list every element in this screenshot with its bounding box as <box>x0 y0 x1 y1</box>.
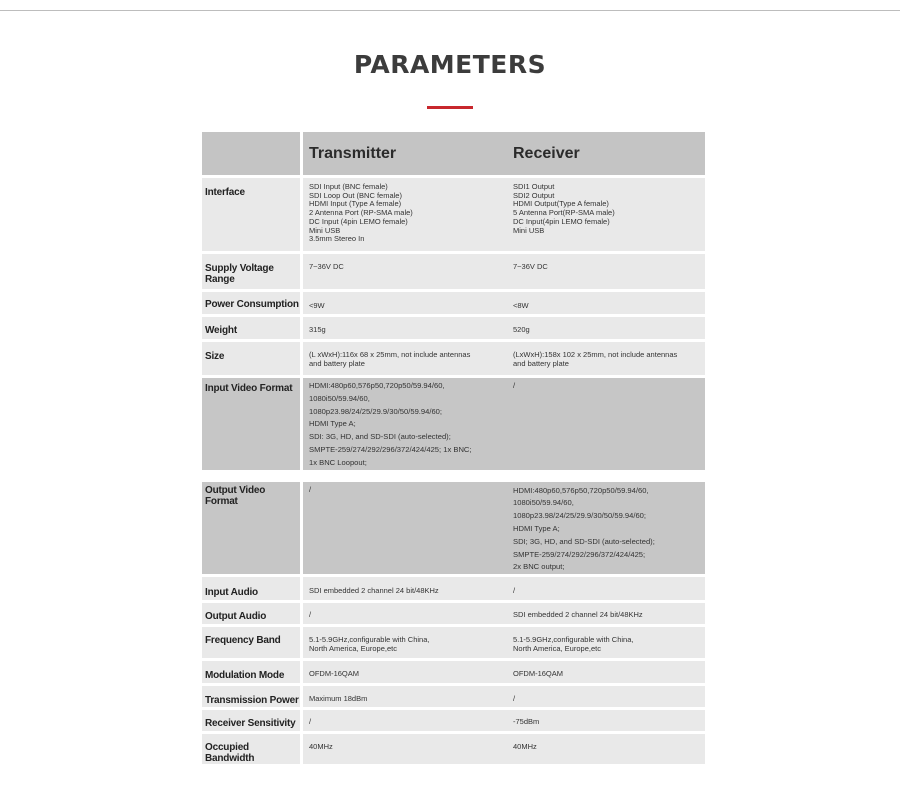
receiver-value: -75dBm <box>513 717 540 727</box>
row-label: Size <box>205 351 225 362</box>
transmitter-value: Maximum 18dBm <box>309 694 368 704</box>
receiver-value: 5.1-5.9GHz,configurable with China, North America, Europe,etc <box>513 635 634 653</box>
transmitter-value: <9W <box>309 301 325 310</box>
transmitter-value: SDI embedded 2 channel 24 bit/48KHz <box>309 586 439 596</box>
receiver-value: SDI1 Output SDI2 Output HDMI Output(Type A female) 5 Antenna Port(RP-SMA male) DC Input(4pin LEMO female) Mini USB <box>513 182 615 235</box>
row-label: Input Video Format <box>205 383 293 394</box>
row-label: Output Audio <box>205 611 267 623</box>
receiver-value: 40MHz <box>513 742 537 752</box>
transmitter-value: 7~36V DC <box>309 262 344 271</box>
header-cell-empty <box>202 132 300 178</box>
row-label: Weight <box>205 325 237 336</box>
transmitter-value: 5.1-5.9GHz,configurable with China, North America, Europe,etc <box>309 635 430 653</box>
receiver-value: SDI embedded 2 channel 24 bit/48KHz <box>513 610 643 620</box>
transmitter-value: SDI Input (BNC female) SDI Loop Out (BNC female) HDMI Input (Type A female) 2 Antenna Port (RP-SMA male) DC Input (4pin LEMO female) Mini USB 3.5mm Stereo In <box>309 182 413 244</box>
table-row <box>202 178 705 254</box>
table-spacer-row <box>202 473 705 482</box>
transmitter-value: / <box>309 717 312 727</box>
row-label: Input Audio <box>205 587 258 599</box>
table-row <box>202 627 705 661</box>
header-cell-receiver <box>507 132 705 178</box>
table-row <box>202 734 705 767</box>
table-row <box>202 342 705 378</box>
header-transmitter-label: Transmitter <box>309 144 397 162</box>
transmitter-value: (L xWxH):116x 68 x 25mm, not include antennas and battery plate <box>309 350 471 368</box>
table-row <box>202 482 705 578</box>
row-label: Transmission Power <box>205 695 299 707</box>
table-row <box>202 603 705 627</box>
parameters-table <box>202 132 705 767</box>
receiver-value: / <box>513 381 516 390</box>
receiver-value: <8W <box>513 301 529 310</box>
transmitter-value: / <box>309 484 312 494</box>
table-row <box>202 378 705 473</box>
receiver-value: / <box>513 694 516 704</box>
top-divider-line <box>0 10 900 11</box>
row-label: Occupied Bandwidth <box>205 742 255 765</box>
row-label: Power Consumption <box>205 299 299 310</box>
transmitter-value: 315g <box>309 325 326 334</box>
receiver-value: (LxWxH):158x 102 x 25mm, not include antennas and battery plate <box>513 350 678 368</box>
table-header-row <box>202 132 705 178</box>
transmitter-value: OFDM-16QAM <box>309 669 360 679</box>
receiver-value: 520g <box>513 325 530 334</box>
title-accent-bar <box>427 106 473 109</box>
row-label: Interface <box>205 187 245 198</box>
transmitter-value: 40MHz <box>309 742 333 752</box>
table-row <box>202 292 705 317</box>
header-receiver-label: Receiver <box>513 144 580 162</box>
receiver-value: / <box>513 586 516 596</box>
row-label: Modulation Mode <box>205 670 285 682</box>
receiver-value: 7~36V DC <box>513 262 548 271</box>
page-title: PARAMETERS <box>353 50 547 79</box>
row-label: Frequency Band <box>205 635 281 647</box>
header-cell-transmitter <box>300 132 507 178</box>
table-row <box>202 686 705 710</box>
receiver-value: OFDM-16QAM <box>513 669 564 679</box>
table-row <box>202 317 705 342</box>
row-label: Receiver Sensitivity <box>205 718 296 730</box>
table-row <box>202 661 705 686</box>
row-label: Output Video Format <box>205 484 266 507</box>
table-row <box>202 254 705 292</box>
transmitter-value: HDMI:480p60,576p50,720p50/59.94/60, 1080i50/59.94/60, 1080p23.98/24/25/29.9/30/50/59.94/60; HDMI Type A; SDI: 3G, HD, and SD-SDI (auto-selected); SMPTE-259/274/292/296/372/424/425; 1x BNC; 1x BNC Loopout; <box>309 381 472 467</box>
table-row <box>202 710 705 734</box>
receiver-value: HDMI:480p60,576p50,720p50/59.94/60, 1080i50/59.94/60, 1080p23.98/24/25/29.9/30/50/59.94/60; HDMI Type A; SDI; 3G, HD, and SD-SDI (auto-selected); SMPTE-259/274/292/296/372/424/425; 2x BNC output; <box>513 485 655 572</box>
transmitter-value: / <box>309 610 312 620</box>
table-row <box>202 577 705 603</box>
row-label: Supply Voltage Range <box>205 263 274 285</box>
